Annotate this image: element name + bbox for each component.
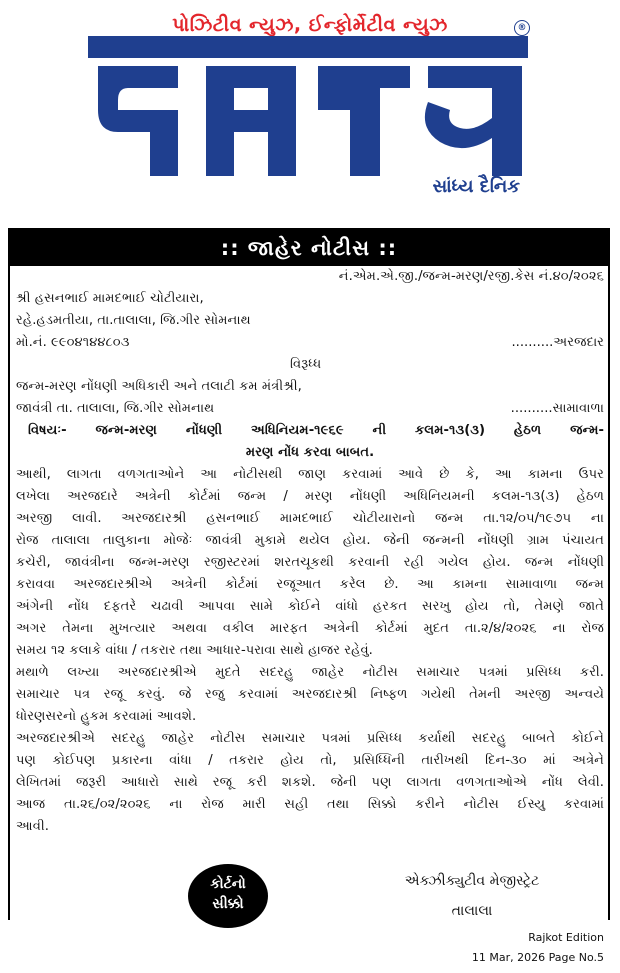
- applicant-mobile-row: [16, 332, 604, 354]
- public-notice: [8, 228, 610, 920]
- respondent-role: ..........સામાવાળા: [510, 401, 604, 416]
- paragraph-line: કરાવવા અરજદારશ્રીએ અત્રેની કોર્ટમાં રજૂઆત કરેલ છે. આ કામના સામાવાળા જન્મ: [16, 577, 604, 592]
- applicant-address: રહે.હડમતીયા, તા.તાલાલા, જિ.ગીર સોમનાથ: [16, 313, 251, 328]
- versus-label: વિરૂધ્ધ: [290, 357, 322, 372]
- paragraph-line: ધોરણસરનો હુકમ કરવામાં આવશે.: [16, 709, 197, 724]
- brand-logo: [88, 36, 528, 176]
- case-number: નં.એમ.એ.જી./જન્મ-મરણ/રજી.કેસ નં.૪૦/૨૦૨૬: [338, 269, 604, 284]
- respondent-line2: જાવંત્રી તા. તાલાલા, જિ.ગીર સોમનાથ: [16, 401, 215, 416]
- signatory: [372, 866, 572, 926]
- paragraph-line: સમાચાર પત્ર રજૂ કરવું. જે રજુ કરવામાં અરજદારશ્રી નિષ્ફળ ગયેથી તેમની અરજી અન્વયે: [16, 687, 604, 702]
- subject-line2: મરણ નોંધ કરવા બાબત.: [245, 445, 375, 460]
- subject-line1: વિષયઃ- જન્મ-મરણ નોંધણી અધિનિયમ-૧૯૬૯ ની કલમ-૧૩(૩) હેઠળ જન્મ-: [28, 423, 604, 438]
- paragraph-line: લેખિતમાં જરૂરી આધારો સાથે રજૂ કરી શકશે. જેની પણ લાગતા વળગતાઓએ નોંધ લેવી.: [16, 775, 604, 790]
- paragraph-line: અગર તેમના મુખત્યાર અથવા વકીલ મારફત અત્રેની કોર્ટમાં મુદત તા.૨/૪/૨૦૨૬ ના રોજ: [16, 621, 604, 636]
- paragraph-1: [16, 464, 604, 662]
- edition-name: Rajkot Edition: [528, 931, 604, 944]
- signer-place: તાલાલા: [451, 903, 493, 919]
- edition-type: સાંધ્ય દૈનિક: [432, 176, 520, 197]
- respondent-line1: જન્મ-મરણ નોંધણી અધિકારી અને તલાટી કમ મંત્રીશ્રી,: [16, 379, 302, 394]
- masthead: [0, 0, 620, 215]
- respondent-row: [16, 398, 604, 420]
- paragraph-line: આવી.: [16, 819, 49, 834]
- paragraph-line: અરજદારશ્રીએ સદરહુ જાહેર નોટીસ સમાચાર પત્રમાં પ્રસિધ્ધ કર્યાથી સદરહુ બાબતે કોઈને: [16, 731, 604, 746]
- notice-heading: :: જાહેર નોટીસ ::: [10, 230, 608, 266]
- paragraph-line: કચેરી, જાવંત્રીના જન્મ-મરણ રજીસ્ટરમાં શરતચૂકથી કરવાની રહી ગયેલ હોય. જન્મ નોંધણી: [16, 555, 604, 570]
- paragraph-line: રોજ તાલાલા તાલુકાના મોજેઃ જાવંત્રી મુકામે થયેલ હોય. જેની જન્મની નોંધણી ગ્રામ પંચાયત: [16, 533, 604, 548]
- registered-mark: ®: [514, 20, 530, 36]
- court-seal: [188, 864, 268, 928]
- seal-line2: સીક્કો: [212, 896, 244, 912]
- signer-title: એક્ઝીક્યુટીવ મેજીસ્ટ્રેટ: [404, 873, 540, 889]
- paragraph-3: [16, 728, 604, 838]
- seal-line1: કોર્ટનો: [210, 876, 246, 892]
- edition-date-page: 11 Mar, 2026 Page No.5: [471, 951, 604, 964]
- paragraph-line: આજ તા.૨૬/૦૨/૨૦૨૬ ના રોજ મારી સહી તથા સિક્કો કરીને નોટીસ ઈસ્યુ કરવામાં: [16, 797, 604, 812]
- paragraph-line: અંગેની નોંધ દફતરે ચઢાવી આપવા સામે કોઈને વાંધો હરકત સરખુ હોય તો, તેમણે જાતે: [16, 599, 604, 614]
- paragraph-line: આથી, લાગતા વળગતાઓને આ નોટીસથી જાણ કરવામાં આવે છે કે, આ કામના ઉપર: [16, 467, 604, 482]
- paragraph-line: અરજી લાવી. અરજદારશ્રી હસનભાઈ મામદભાઈ ચોટીયારાનો જન્મ તા.૧૨/૦૫/૧૯૭૫ ના: [16, 511, 604, 526]
- notice-body: [16, 266, 604, 838]
- applicant-role: ..........અરજદાર: [511, 335, 604, 350]
- paragraph-2: [16, 662, 604, 728]
- edition-info: [472, 928, 604, 968]
- applicant-mobile: મો.નં. ૯૯૦૪૧૪૪૮૦૩: [16, 335, 130, 350]
- paragraph-line: સમય ૧૨ કલાકે વાંધા / તકરાર તથા આધાર-પરાવા સાથે હાજર રહેવું.: [16, 643, 373, 658]
- paragraph-line: લખેલા અરજદારે અત્રેની કોર્ટમાં જન્મ / મરણ નોંધણી અધિનિયમની કલમ-૧૩(૩) હેઠળ: [16, 489, 604, 504]
- applicant-name: શ્રી હસનભાઈ મામદભાઈ ચોટીયારા,: [16, 291, 204, 306]
- paragraph-line: મથાળે લખ્યા અરજદારશ્રીએ મુદતે સદરહુ જાહેર નોટીસ સમાચાર પત્રમાં પ્રસિધ્ધ કરી.: [16, 665, 604, 680]
- paragraph-line: પણ કોઈપણ પ્રકારના વાંધા / તકરાર હોય તો, પ્રસિધ્ધિની તારીખથી દિન-૩૦ માં અત્રેને: [16, 753, 604, 768]
- masthead-tagline: પોઝિટીવ ન્યુઝ, ઈન્ફોર્મેટીવ ન્યુઝ: [172, 14, 448, 36]
